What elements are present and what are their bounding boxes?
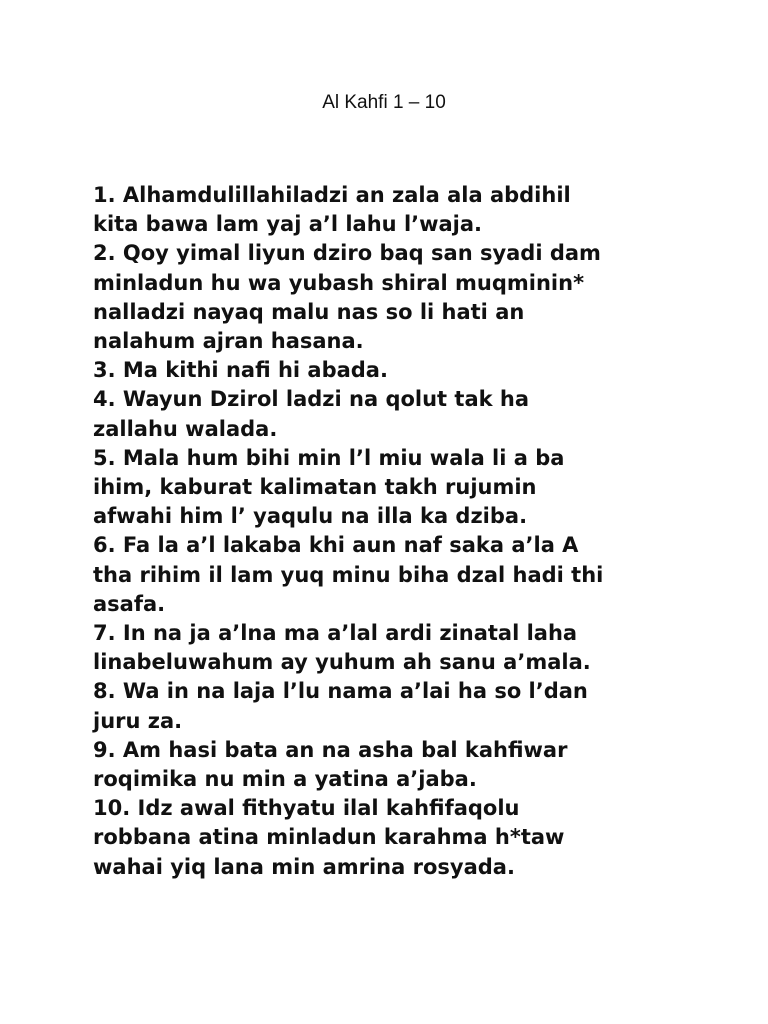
verse-line: 8. Wa in na laja l’lu nama a’lai ha so l’dan (93, 679, 588, 704)
verse-2 (93, 239, 713, 356)
verse-line: zallahu walada. (93, 416, 278, 441)
verse-6 (93, 531, 713, 619)
verse-9 (93, 736, 713, 794)
verse-line: juru za. (93, 708, 183, 733)
verse-line: 2. Qoy yimal liyun dziro baq san syadi dam (93, 241, 601, 266)
verse-line: 9. Am hasi bata an na asha bal kahfiwar (93, 737, 568, 762)
verse-line: ihim, kaburat kalimatan takh rujumin (93, 475, 537, 500)
document-title: Al Kahfi 1 – 10 (322, 92, 446, 113)
verse-line: robbana atina minladun karahma h*taw (93, 825, 565, 850)
verse-line: 7. In na ja a’lna ma a’lal ardi zinatal laha (93, 621, 578, 646)
verse-line: 5. Mala hum bihi min l’l miu wala li a ba (93, 445, 565, 470)
verse-list (93, 181, 713, 882)
verse-4 (93, 385, 713, 443)
verse-5 (93, 444, 713, 532)
verse-line: asafa. (93, 591, 166, 616)
verse-line: 4. Wayun Dzirol ladzi na qolut tak ha (93, 387, 530, 412)
verse-line: nalahum ajran hasana. (93, 329, 364, 354)
verse-line: nalladzi nayaq malu nas so li hati an (93, 299, 525, 324)
verse-line: minladun hu wa yubash shiral muqminin* (93, 270, 585, 295)
verse-line: 1. Alhamdulillahiladzi an zala ala abdihil (93, 183, 571, 207)
verse-line: afwahi him l’ yaqulu na illa ka dziba. (93, 504, 528, 529)
verse-line: 3. Ma kithi nafi hi abada. (93, 358, 388, 383)
verse-line: 10. Idz awal fithyatu ilal kahfifaqolu (93, 796, 520, 821)
verse-line: roqimika nu min a yatina a’jaba. (93, 767, 477, 792)
verse-line: linabeluwahum ay yuhum ah sanu a’mala. (93, 650, 591, 675)
verse-line: kita bawa lam yaj a’l lahu l’waja. (93, 212, 483, 237)
verse-8 (93, 677, 713, 735)
verse-10 (93, 794, 713, 882)
verse-1 (93, 181, 713, 239)
verse-3 (93, 356, 713, 385)
verse-line: tha rihim il lam yuq minu biha dzal hadi thi (93, 562, 604, 587)
verse-7 (93, 619, 713, 677)
verse-line: 6. Fa la a’l lakaba khi aun naf saka a’la A (93, 533, 579, 558)
verse-line: wahai yiq lana min amrina rosyada. (93, 854, 515, 879)
